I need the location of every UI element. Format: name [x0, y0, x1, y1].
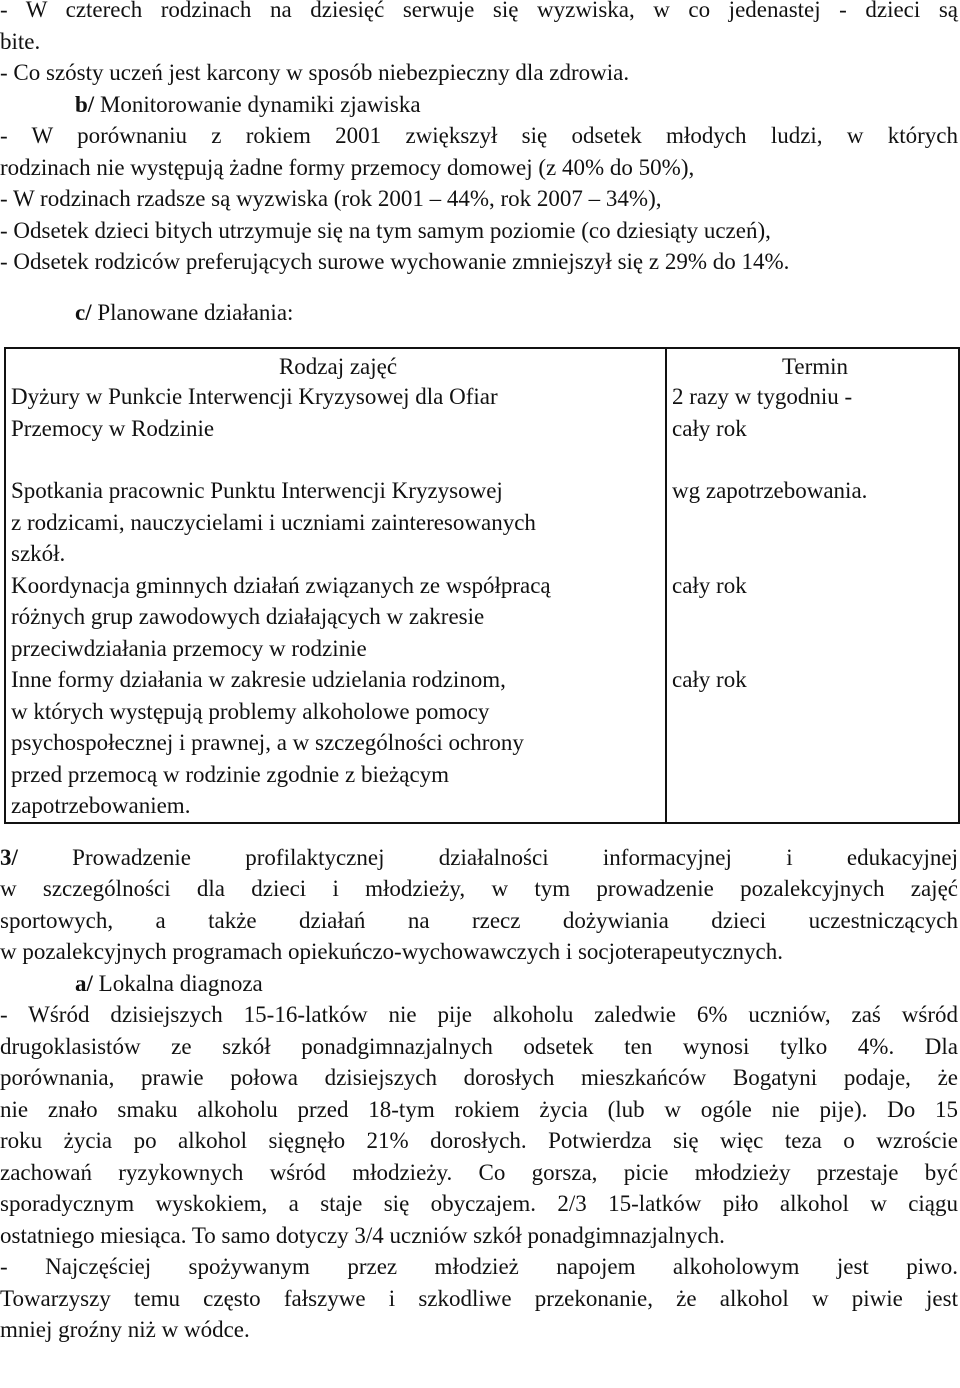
term-cell [666, 570, 959, 665]
column-header-term: Termin [666, 348, 959, 381]
term-text: cały rok [672, 572, 747, 598]
activity-cell [5, 381, 666, 475]
table-header-row [5, 348, 959, 381]
section-b-line-3: - W rodzinach rzadsze są wyzwiska (rok 2001 – 44%, rok 2007 – 34%), [0, 186, 662, 211]
section-a-line-10: Towarzyszy temu często fałszywe i szkodliwe przekonanie, że alkohol w piwie jest [0, 1285, 958, 1311]
section-a-line-4: nie znało smaku alkoholu przed 18-tym rokiem życia (lub w ogóle nie pije). Do 15 [0, 1096, 958, 1122]
section-a-line-7: sporadycznym wyskokiem, a staje się obyczajem. 2/3 15-latków piło alkohol w ciągu [0, 1191, 958, 1216]
table-row [5, 475, 959, 570]
activity-text: Przemocy w Rodzinie [11, 415, 215, 441]
activity-text: z rodzicami, nauczycielami i uczniami zainteresowanych [11, 509, 536, 535]
column-header-activity: Rodzaj zajęć [5, 348, 666, 381]
activity-text: psychospołecznej i prawnej, a w szczególności ochrony [11, 730, 524, 755]
planned-actions-table [4, 347, 960, 824]
section-3-line-2: w szczególności dla dzieci i młodzieży, w tym prowadzenie pozalekcyjnych zajęć [0, 876, 958, 901]
section-b-line-4: - Odsetek dzieci bitych utrzymuje się na tym samym poziomie (co dziesiąty uczeń), [0, 217, 771, 243]
table-row [5, 381, 959, 475]
term-cell [666, 381, 959, 475]
activity-text: w których występują problemy alkoholowe pomocy [11, 698, 490, 724]
section-b-heading [0, 89, 958, 121]
section-a-line-3: porównania, prawie połowa dzisiejszych dorosłych mieszkańców Bogatyni podaje, że [0, 1065, 958, 1090]
section-b-title: Monitorowanie dynamiki zjawiska [94, 91, 421, 117]
activity-text: zapotrzebowaniem. [11, 793, 191, 818]
activity-text: Koordynacja gminnych działań związanych ze współpracą [11, 572, 551, 598]
activity-cell [5, 664, 666, 823]
section-3-line-4: w pozalekcyjnych programach opiekuńczo-wychowawczych i socjoterapeutycznych. [0, 939, 783, 964]
table-row [5, 570, 959, 665]
activity-text: Spotkania pracownic Punktu Interwencji Kryzysowej [11, 478, 503, 503]
section-c-marker: c/ [75, 299, 92, 325]
section-a-title: Lokalna diagnoza [92, 970, 263, 996]
section-a-marker: a/ [75, 970, 93, 996]
term-text: wg zapotrzebowania. [672, 478, 868, 503]
section-c-heading [0, 297, 958, 329]
intro-line-3: - Co szósty uczeń jest karcony w sposób niebezpieczny dla zdrowia. [0, 60, 630, 85]
activity-cell [5, 570, 666, 665]
section-b-line-2: rodzinach nie występują żadne formy przemocy domowej (z 40% do 50%), [0, 154, 695, 180]
activity-text: przeciwdziałania przemocy w rodzinie [11, 635, 367, 661]
activity-text: Inne formy działania w zakresie udzielania rodzinom, [11, 667, 506, 692]
activity-text: różnych grup zawodowych działających w zakresie [11, 604, 485, 629]
section-c-title: Planowane działania: [91, 299, 294, 325]
section-a-line-9: - Najczęściej spożywanym przez młodzież napojem alkoholowym jest piwo. [0, 1254, 958, 1279]
section-a-line-5: roku życia po alkohol sięgnęło 21% dorosłych. Potwierdza się więc teza o wzroście [0, 1128, 958, 1153]
section-3-marker: 3/ [0, 844, 18, 870]
section-a-line-1: - Wśród dzisiejszych 15-16-latków nie pije alkoholu zaledwie 6% uczniów, zaś wśród [0, 1002, 958, 1027]
section-a-line-11: mniej groźny niż w wódce. [0, 1317, 250, 1342]
term-cell [666, 664, 959, 823]
section-a-line-8: ostatniego miesiąca. To samo dotyczy 3/4 uczniów szkół ponadgimnazjalnych. [0, 1222, 725, 1248]
section-a-line-6: zachowań ryzykownych wśród młodzieży. Co gorsza, picie młodzieży przestaje być [0, 1159, 958, 1185]
term-text: cały rok [672, 667, 747, 692]
term-cell [666, 475, 959, 570]
intro-line-2: bite. [0, 28, 41, 54]
activity-cell [5, 475, 666, 570]
section-b-line-5: - Odsetek rodziców preferujących surowe wychowanie zmniejszył się z 29% do 14%. [0, 249, 790, 274]
table-row [5, 664, 959, 823]
section-3-lead: Prowadzenie profilaktycznej działalności informacyjnej i edukacyjnej [17, 844, 958, 870]
section-a-heading [0, 968, 958, 1000]
intro-line-1: - W czterech rodzinach na dziesięć serwuje się wyzwiska, w co jedenastej - dzieci są [0, 0, 958, 22]
section-b-line-1: - W porównaniu z rokiem 2001 zwiększył się odsetek młodych ludzi, w których [0, 123, 958, 148]
section-b-marker: b/ [75, 91, 95, 117]
term-text: cały rok [672, 415, 747, 441]
section-3-line-1 [0, 842, 958, 874]
section-3-line-3: sportowych, a także działań na rzecz dożywiania dzieci uczestniczących [0, 907, 958, 933]
activity-text: przed przemocą w rodzinie zgodnie z bieżącym [11, 761, 450, 787]
activity-text: Dyżury w Punkcie Interwencji Kryzysowej dla Ofiar [11, 384, 498, 409]
activity-text: szkół. [11, 541, 66, 566]
term-text: 2 razy w tygodniu - [672, 384, 853, 409]
section-a-line-2: drugoklasistów ze szkół ponadgimnazjalnych odsetek ten wynosi tylko 4%. Dla [0, 1033, 958, 1059]
